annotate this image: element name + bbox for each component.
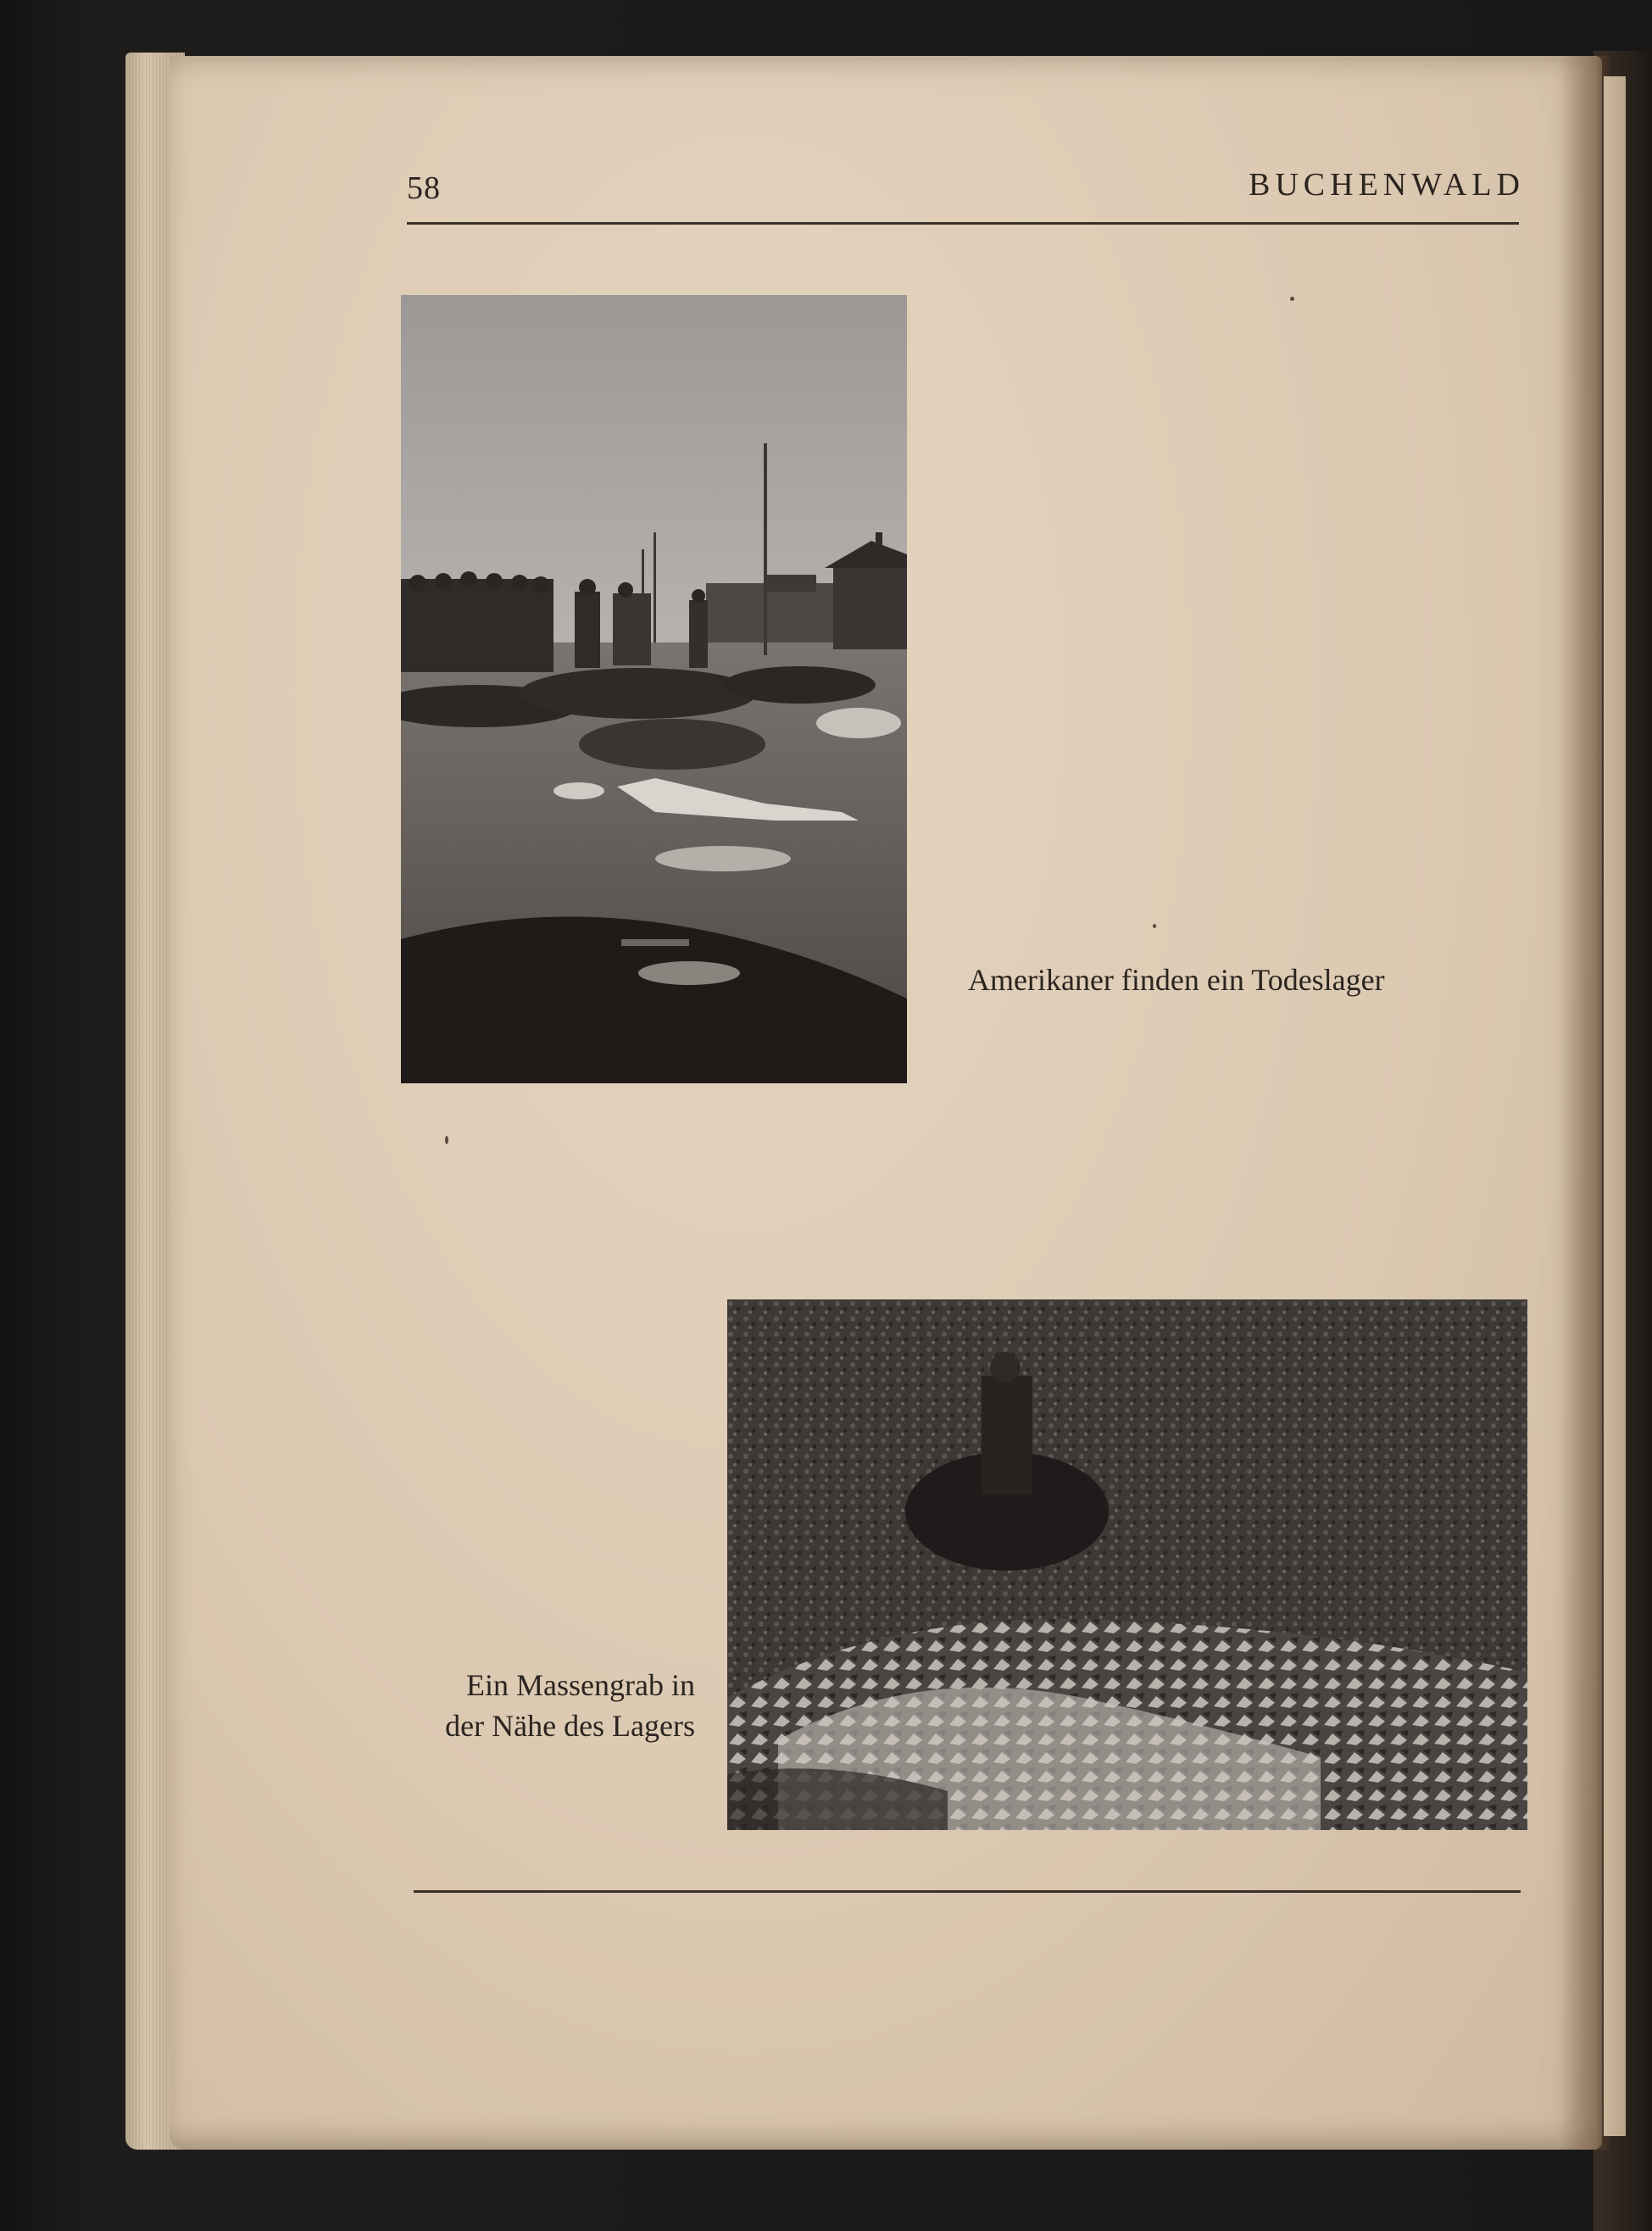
page-number: 58 — [407, 170, 441, 206]
footer-rule — [414, 1890, 1521, 1893]
caption-camp-scene: Amerikaner finden ein Todeslager — [968, 963, 1385, 997]
photo-mass-grave-image — [727, 1299, 1527, 1830]
photo-mass-grave — [727, 1299, 1527, 1830]
caption-mass-grave-line-2: der Nähe des Lagers — [445, 1709, 695, 1743]
facing-page-strip — [1604, 76, 1626, 2136]
photo-camp-scene — [401, 295, 907, 1083]
header-rule — [407, 222, 1519, 225]
running-title: BUCHENWALD — [1249, 167, 1525, 203]
paper-speck — [1290, 297, 1294, 301]
spine-shadow — [1560, 56, 1610, 2150]
caption-mass-grave-line-1: Ein Massengrab in — [466, 1668, 695, 1702]
paper-speck — [445, 1136, 448, 1144]
caption-mass-grave — [407, 1665, 695, 1746]
photo-camp-scene-image — [401, 295, 907, 1083]
paper-speck — [1153, 924, 1156, 928]
